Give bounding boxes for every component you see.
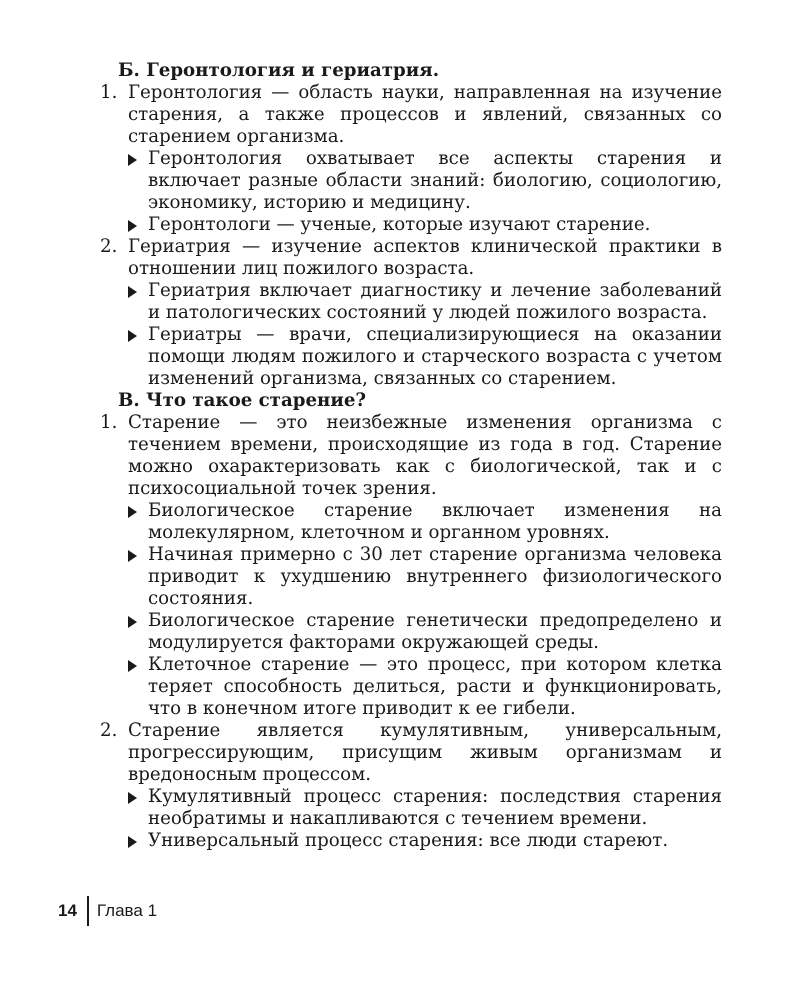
bullet-arrow-icon [128, 280, 148, 324]
section-heading: В. Что такое старение? [118, 390, 367, 411]
bullet-arrow-icon [128, 654, 148, 720]
bullet-arrow-icon [128, 500, 148, 544]
bullet-text: Биологическое старение включает изменения на молекулярном, клеточном и органном уровнях. [148, 500, 722, 543]
item-number: 1. [100, 82, 118, 103]
bullet-arrow-icon [128, 830, 148, 852]
list-item [100, 236, 722, 280]
list-item [100, 720, 722, 786]
item-text: Гериатрия — изучение аспектов клинической практики в отношении лиц пожилого возраста. [128, 236, 722, 279]
item-number: 2. [100, 720, 118, 741]
item-text: Старение — это неизбежные изменения организма с течением времени, происходящие из года в год. Старение можно охарактеризовать как с биологической, так и с психосоциальной точек зрения. [128, 412, 722, 499]
section-heading: Б. Геронтология и гериатрия. [118, 60, 440, 81]
bullet-text: Клеточное старение — это процесс, при котором клетка теряет способность делиться, расти и функционировать, что в конечном итоге приводит к ее гибели. [148, 654, 722, 719]
bullet-item [128, 500, 722, 544]
item-number: 1. [100, 412, 118, 433]
bullet-arrow-icon [128, 214, 148, 236]
item-text: Старение является кумулятивным, универсальным, прогрессирующим, присущим живым организмам и вредоносным процессом. [128, 720, 722, 785]
item-text: Геронтология — область науки, направленная на изучение старения, а также процессов и явлений, связанных со старением организма. [128, 82, 722, 147]
bullet-item [128, 830, 722, 852]
bullet-arrow-icon [128, 324, 148, 390]
bullet-arrow-icon [128, 544, 148, 610]
bullet-item [128, 610, 722, 654]
page-content [100, 60, 722, 852]
bullet-text: Начиная примерно с 30 лет старение организма человека приводит к ухудшению внутреннего физиологического состояния. [148, 544, 722, 609]
bullet-arrow-icon [128, 786, 148, 830]
bullet-arrow-icon [128, 148, 148, 214]
bullet-item [128, 786, 722, 830]
list-item [100, 82, 722, 148]
list-item [100, 412, 722, 500]
section-what-is-aging [100, 390, 722, 852]
bullet-item [128, 214, 722, 236]
bullet-item [128, 544, 722, 610]
footer-divider [87, 896, 89, 926]
bullet-item [128, 280, 722, 324]
item-number: 2. [100, 236, 118, 257]
bullet-text: Универсальный процесс старения: все люди стареют. [148, 830, 669, 851]
bullet-item [128, 654, 722, 720]
bullet-text: Геронтология охватывает все аспекты старения и включает разные области знаний: биологию, социологию, экономику, историю и медицину. [148, 148, 722, 213]
bullet-item [128, 148, 722, 214]
bullet-text: Гериатрия включает диагностику и лечение заболеваний и патологических состояний у людей пожилого возраста. [148, 280, 722, 323]
chapter-label: Глава 1 [96, 901, 158, 920]
section-gerontology [100, 60, 722, 390]
bullet-text: Геронтологи — ученые, которые изучают старение. [148, 214, 651, 235]
bullet-text: Гериатры — врачи, специализирующиеся на оказании помощи людям пожилого и старческого возраста с учетом изменений организма, связанных со старением. [148, 324, 722, 389]
bullet-item [128, 324, 722, 390]
bullet-text: Кумулятивный процесс старения: последствия старения необратимы и накапливаются с течением времени. [148, 786, 722, 829]
bullet-text: Биологическое старение генетически предопределено и модулируется факторами окружающей среды. [148, 610, 722, 653]
bullet-arrow-icon [128, 610, 148, 654]
page-footer [58, 896, 157, 926]
page-number: 14 [58, 901, 77, 920]
